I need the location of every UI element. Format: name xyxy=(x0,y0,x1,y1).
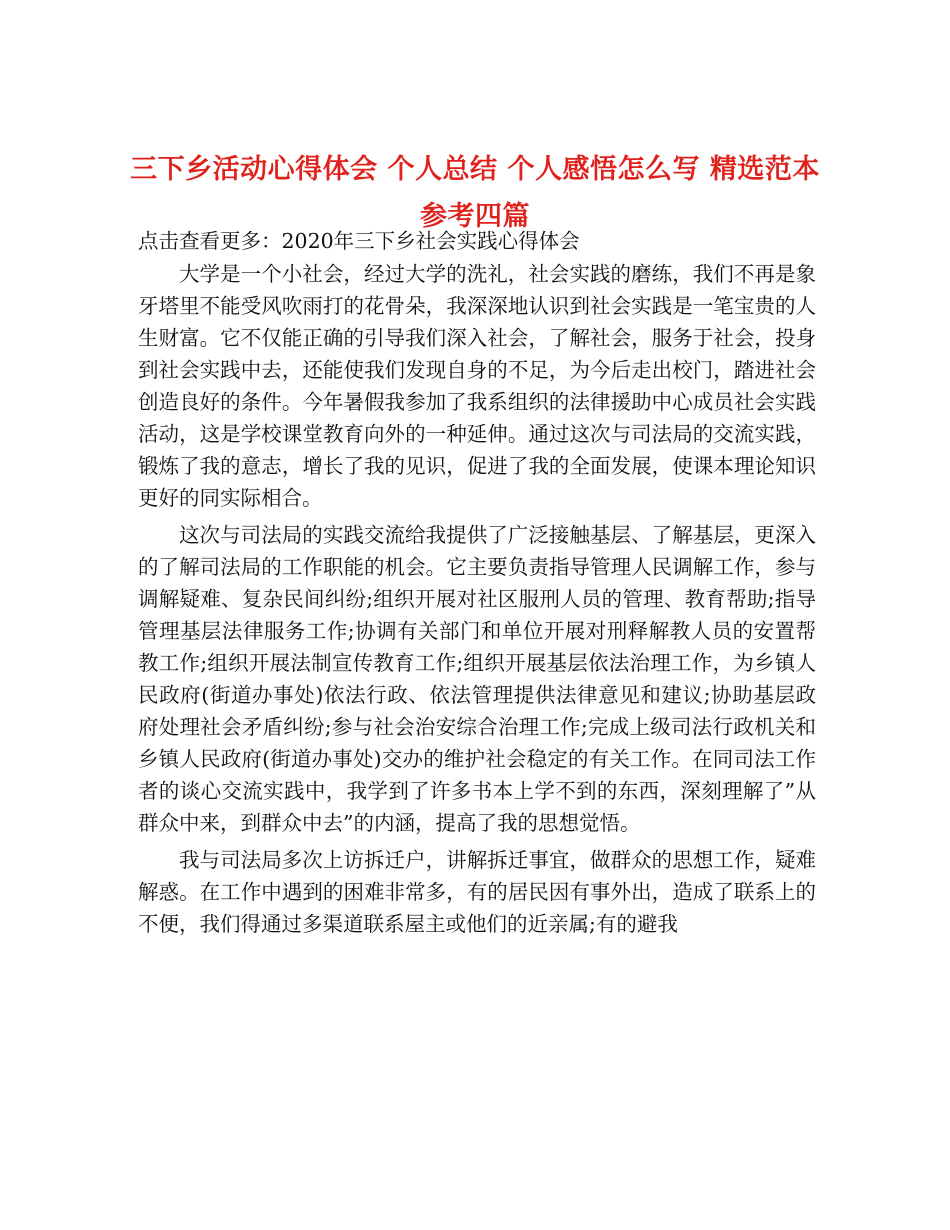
paragraph-2: 这次与司法局的实践交流给我提供了广泛接触基层、了解基层，更深入的了解司法局的工作职能的机会。它主要负责指导管理人民调解工作，参与调解疑难、复杂民间纠纷;组织开展对社区服刑人员的管理、教育帮助;指导管理基层法律服务工作;协调有关部门和单位开展对刑释解教人员的安置帮教工作;组织开展法制宣传教育工作;组织开展基层依法治理工作，为乡镇人民政府(街道办事处)依法行政、依法管理提供法律意见和建议;协助基层政府处理社会矛盾纠纷;参与社会治安综合治理工作;完成上级司法行政机关和乡镇人民政府(街道办事处)交办的维护社会稳定的有关工作。在同司法工作者的谈心交流实践中，我学到了许多书本上学不到的东西，深刻理解了”从群众中来，到群众中去”的内涵，提高了我的思想觉悟。 xyxy=(138,523,816,835)
document-body xyxy=(138,225,816,945)
read-more-line: 点击查看更多：2020年三下乡社会实践心得体会 xyxy=(138,229,580,253)
paragraph-3: 我与司法局多次上访拆迁户，讲解拆迁事宜，做群众的思想工作，疑难解惑。在工作中遇到的困难非常多，有的居民因有事外出，造成了联系上的不便，我们得通过多渠道联系屋主或他们的近亲属;有的避我 xyxy=(138,848,816,936)
paragraph-1: 大学是一个小社会，经过大学的洗礼，社会实践的磨练，我们不再是象牙塔里不能受风吹雨打的花骨朵，我深深地认识到社会实践是一笔宝贵的人生财富。它不仅能正确的引导我们深入社会，了解社会，服务于社会，投身到社会实践中去，还能使我们发现自身的不足，为今后走出校门，踏进社会创造良好的条件。今年暑假我参加了我系组织的法律援助中心成员社会实践活动，这是学校课堂教育向外的一种延伸。通过这次与司法局的交流实践，锻炼了我的意志，增长了我的见识，促进了我的全面发展，使课本理论知识更好的同实际相合。 xyxy=(138,262,816,510)
document-title: 三下乡活动心得体会 个人总结 个人感悟怎么写 精选范本参考四篇 xyxy=(130,154,820,233)
